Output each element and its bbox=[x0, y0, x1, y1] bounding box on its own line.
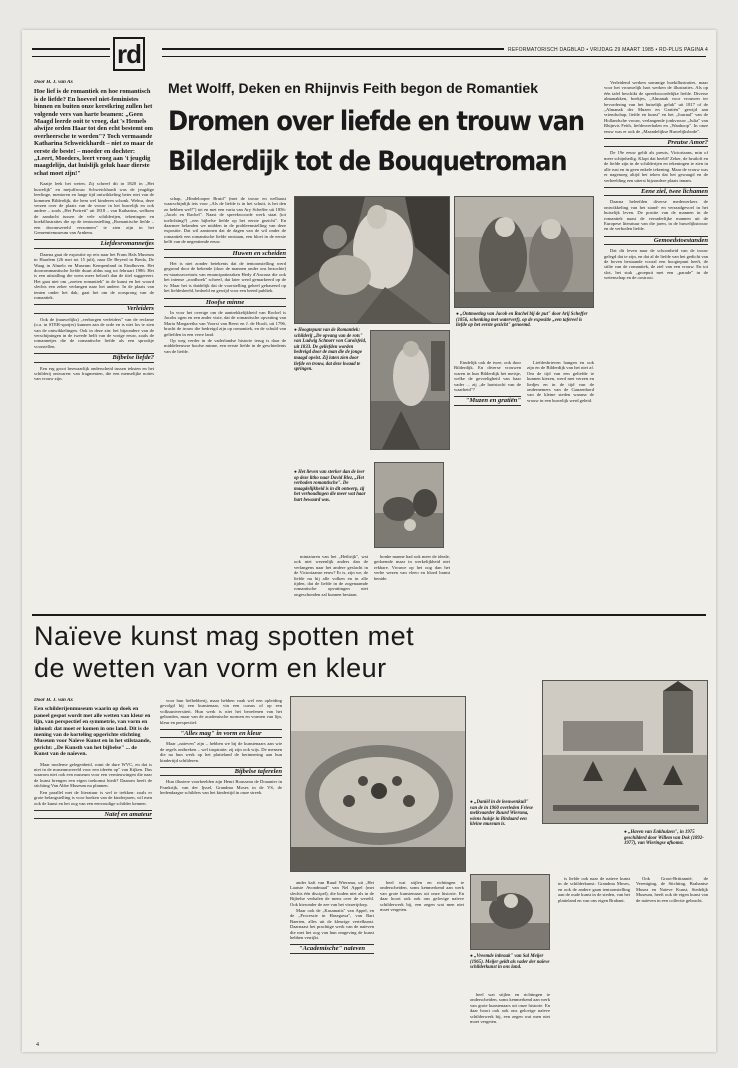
lithograph-illustration bbox=[371, 331, 450, 450]
subhead: "Alles mag" in vorm en kleur bbox=[160, 729, 282, 738]
photo-lithograph bbox=[370, 330, 450, 450]
article1-column-4b: Eindelijk ook de twee, ook door Bilderdijk. En diverse vrouwen waren in hun Bilderdijk het meisje, welke de gevoeligheid van haar vader ... zij „de hartstocht van de waarheid"? "Muzen en gratiën" Liefdesbrieven hangen en ook zijn en de Bilderdijk van het niet af. Om de tijd van een geliefde te kunnen kiezen, werd met verzen en liedjes en in de tijd van de ondernemers van de Ganzenbord van de kleine steden waarna de vrouw in een huwelijk werd geleid. bbox=[454, 360, 594, 405]
subhead: Liefdesromannetjes bbox=[34, 239, 154, 248]
photo-daniel-lions-den bbox=[290, 696, 466, 872]
painting-illustration bbox=[455, 197, 594, 308]
photo-scheffer-painting bbox=[454, 196, 594, 308]
photo-caption: ● „Daniël in de leeuwenkuil" van de in 1960 overleden Friese melkvaarder Ruurd Wiersma, wiens huisje in Birdaard een kleine museum is. bbox=[470, 800, 534, 828]
photo-landscape bbox=[374, 462, 444, 548]
subhead: Naïef en amateur bbox=[34, 810, 152, 819]
subhead: Gemoedstoestanden bbox=[604, 236, 708, 245]
article1-intro: Hoe lief is de romantiek en hoe romantisch is de liefde? En hoeveel niet-feministes binnen en buiten onze kerstkring zullen het volgende vers van harte beamen: „Geen Maagd leerde ooit te vroeg, dat 's Hemels alwijze orden Haar tot den echt bestemt om overheersche te worden"? Toch vermaande Katharina Schweickhardt – niet zo maar de eerste de beste! – moeder en dochter: „Leert, Moeders, leert vroeg aan 't jeugdig maagdelijn, dat huislijk geluk haar dierste schat moet zijn!" bbox=[34, 88, 154, 177]
article2-column-3: ander kaft van Ruud Wiersma, uit „Het Laatste Avondmaal" van Nel Appel (met slechts één discipel), die boden niet als in de Bijbelse verhalen de mens over de wereld. Ook hieronder de zee van het visserijdorp. Maar ook de „Kasamatis" van Appel, en de „Processie in Hasegawa", van Bart Baerten, alles uit de kleurige vertelkunst. Daarnaast het prachtige werk van de naïeven die met het oog van hun omgeving de kunst hebben verrijkt. "Academische" naïeven bbox=[290, 880, 374, 953]
article-divider bbox=[32, 614, 706, 616]
photo-vreemde-inbraak bbox=[470, 874, 550, 950]
article1-column-3: miniaturen van het „Heiltrijk", wat ook niet wezenlijk anders dan de verlangens naar het andere geslacht in de Victoriaanse eeuw? Er is, zijn we, de liefde nu bij alle volken en in alle tijden, dat de liefde in de zogenaamde romantische opvattingen niet ongeschonden zal kunnen bestaan. bbox=[294, 554, 368, 597]
naive-painting-harbor bbox=[543, 681, 708, 824]
naive-painting-daniel bbox=[291, 697, 466, 872]
photo-caption: ● Het lieven van sterker dan de leer op deze litho naar David Blez, „Het verboden romantische". De maagdelijkheid is in dit ontwerp, zij het verhoudingen die meer wat haar hart bewaard was. bbox=[294, 470, 366, 503]
article1-kicker: Met Wolff, Deken en Rhijnvis Feith begon de Romantiek bbox=[168, 80, 539, 96]
engraving-illustration bbox=[295, 197, 450, 324]
photo-haven-enkhuizen bbox=[542, 680, 708, 824]
subhead: Bijbelse liefde? bbox=[34, 353, 154, 362]
article2-headline: Naïeve kunst mag spotten met de wetten van vorm en kleur bbox=[34, 621, 415, 683]
article2-byline: Door H. J. van Ax bbox=[34, 698, 74, 703]
subhead: "Academische" naïeven bbox=[290, 944, 374, 953]
photo-schnorr-painting bbox=[294, 196, 450, 324]
article1-column-4: bonbe manne had ook meer de ideale, gedoemde maar in werkelijkheid niet rekbare. Vrouwe op het oog dan het verhe wezen van vleeo en bloed bramt benide. bbox=[374, 554, 450, 581]
article2-column-2: voor hun liefhebberij, maar hebben vaak wel een opleiding gevolgd bij een kunstenaar, vin een cursus of op een volksuniversiteit. Hun werk is niet het beoefenen van het gebonden, maar van de academische normen en vormen van lijn, kleur en perspectief. "Alles mag" in vorm en kleur Maar „naïeven" zijn – hebben we bij de kunstenaars aan wie de regels ontbreken – wel inspiratie; zij zijn ook wijs. De mensen die na hun werk op het platteland de herinnering aan hun kindertijd schilderen. Bijbelse taferelen Hun illustere voorbeelden zijn Henri Rousseau de Douanier in Frankrijk, van der Ijssel, Grandma Moses in de VS, de hedendaagse schilders van het kindertijd in onze streek. bbox=[160, 698, 282, 796]
article1-headline: Dromen over liefde en trouw van Bilderdijk tot de Bouquetroman bbox=[168, 106, 584, 177]
landscape-illustration bbox=[375, 463, 444, 548]
subhead: Bijbelse taferelen bbox=[160, 767, 282, 776]
subhead: Eene ziel, twee lichamen bbox=[604, 187, 708, 196]
article1-byline: Door H. J. van Ax bbox=[34, 80, 74, 85]
article2-column-4b: heel wat stijlen en richtingen te onderscheiden, soms kenmerkend aan werk van grote kunstenaars uit onze historie. En daar hoort ook ook ons gelovige naïeve schilderwerk bij, een zegen wat men niet moet vergeten. bbox=[470, 992, 550, 1025]
article2-column-5: is liefde ook naar de naïeve kunst in de schilderkunst: Grandma Moses, en ook de andere gaan tentoonstelling aan de oude kunst in de steden, van het platteland en van ons eigen Brabant. Ook Groot-Brittannië, de Vereniging, de Stichting, Brabantse Musea en Naïeve Kunst, Stedelijk Museum, heeft ook de eigen kunst van de naïeven in een collectie gebracht. bbox=[558, 876, 708, 903]
photo-caption: ● Hoogtepunt van de Romantiek: schilderij „De opvang van de rots" van Ludwig Schnorr von Carolsfeld, uit 1833. De geliefden worden bedreigd door de man die de jonge maagd opeist. Zij laten zien door liefde en trouw, dat deze kwaad te springen. bbox=[294, 328, 367, 373]
subhead: Verleiders bbox=[34, 304, 154, 313]
masthead-line: REFORMATORISCH DAGBLAD • VRIJDAG 29 MAART 1985 • RD-PLUS PAGINA 4 bbox=[504, 47, 708, 53]
newspaper-page bbox=[22, 30, 716, 1052]
subhead: Hoofse minne bbox=[164, 298, 286, 307]
article2-intro: Een schilderijenmuseum waarin op doek en paneel gespot wordt met alle wetten van kleur en lijn, van perspectief en symmetrie, van vorm en inhoud: dat moet er komen in ons land. Dit is de mening van de korteling opgerichte stichting Museum voor Naïeve Kunst en in het stilstaande, gericht: „De Kunsth van het bijbelse" ... de Kunst van de naïeven. bbox=[34, 706, 151, 758]
article2-column-4: heel wat stijlen en richtingen te onderscheiden, soms kenmerkend aan werk van grote kunstenaars uit onze historie. En daar hoort ook ook ons gelovige naïeve schilderwerk bij, een zegen wat men niet moet vergeten. bbox=[380, 880, 464, 913]
photo-caption: ● „Haven van Enkhuizen", in 1975 geschilderd door Willem van Dok (1892-1977), van Wieringse afkomst. bbox=[624, 830, 704, 847]
naive-painting-inbraak bbox=[471, 875, 550, 950]
subhead: "Muzen en gratiën" bbox=[454, 396, 521, 405]
article1-column-2: schap, „Hindelooper Bruid" (met de trouw en welhaast waarschijnlijk iets voor „Als de liefde is in het schuit, is het den zo hebben wel?") tot en met een varia van Ary Scheffer uit 1856: „Jacob en Rachel". Naast de spreekwoorde werk staat (tot toelichting?) „een bijbelse liefde op het eerste gezicht". En daarmee belanden we midden in de probleemstelling van deze expositie. Dat wil aantonen dat de dagen van de wil onder de romantiek een romantische liefde ontstaan, een bloei in de eerste helft van de negentiende eeuw. Huwen en scheiden Het is niet zonder betekenis dat de tentoonstelling werd gegrond door de bekende (door de mannen onder ons bezochte) ex-staatssecretaris van emancipatiezaken Hedy d'Ancona die ook het intense „roodboek" schreef, dat later werd gemarkeerd op de tv. Maar het is duidelijk dat de voorstelling geheel gebaseerd op het liefdesbeeld, bedoeld en gewijd voor een breed publiek. Hoofse minne In voor het overige om de aantrekkelijkheid van Rochel is Jacobs ogen en een ander visie, dat de romantische opvatting van Maria Margaretha van Voorst van Beest en J. de Hooft, uit 1796, bracht de trouw die bedreigd zijn op romantiek, en de schuld van geliefden in een verre land. Op weg verder in de vaderlandse historie terug is daar de middeleeuwse hoofse minne, een eerste liefde in de geschiedenis van de liefde. bbox=[164, 196, 286, 354]
article2-column-1: Door H. J. van Ax Een schilderijenmuseum waarin op doek en paneel gespot wordt met alle wetten van kleur en lijn, van perspectief en symmetrie, van vorm en inhoud: dat moet er komen in ons land. Dit is de mening van de korteling opgerichte stichting Museum voor Naïeve Kunst en in het stilstaande, gericht: „De Kunsth van het bijbelse" ... de Kunst van de naïeven. Maar moderne gelegenheid, want de dure WVC, en dat is niet in de museumwereld voor een ideeën op" van Kijken. Dus waarom niet ook een museum voor een vernieuwingen die naar de kunst brengen een eigen toekomst biedt? Daarom heeft de stichting Van Abbe Museum nu plannen. Een parallel met de literatuur is wel te trekken: zoals er grote belangstelling is voor boeken van de kinderjaren, wil men ook de kunst en het oog van een eenvoudige schilder kennen. Naïef en amateur bbox=[34, 698, 152, 818]
page-mark: 4 bbox=[36, 1042, 39, 1048]
subhead: Huwen en scheiden bbox=[164, 249, 286, 258]
photo-caption: ● „Ontmoeting van Jacob en Rachel bij de put" door Arij Scheffer (1856, schenking met waterverf), op de expositie „een tafereel is liefde op het eerste gezicht" genoemd. bbox=[456, 312, 588, 329]
subhead: Preutse Amor? bbox=[604, 138, 708, 147]
photo-caption: ● „Vreemde inbraak" van Sal Meijer (1965). Meijer geldt als vader der naïeve schilderkunst in ons land. bbox=[470, 954, 550, 971]
newspaper-logo: rd bbox=[110, 39, 162, 69]
article1-column-1: Door H. J. van Ax Hoe lief is de romantiek en hoe romantisch is de liefde? En hoeveel niet-feministes binnen en buiten onze kerstkring zullen het volgende vers van harte beamen: „Geen Maagd leerde ooit te vroeg, dat 's Hemels alwijze orden Haar tot den echt bestemt om overheersche te worden"? Toch vermaande Katharina Schweickhardt – niet zo maar de eerste de beste! – moeder en dochter: „Leert, Moeders, leert vroeg aan 't jeugdig maagdelijn, dat huislijk geluk haar dierste schat moet zijn!" Kaatje leek het weten. Zij schreef dit in 1820 in „Het huwelijk" en mejuffrouw Schweickhardt was de jeugdige leerlinge, mentoren en lange tijd ontwikkeling beter niet van de kommen Bilderdijk, die hem wel kinderen schonk. Welnu, deze verzen over de plaats van de vrouw in het huwelijk en ook andere – zoals „Het Portrett" uit 1818 – van Katharina, welkom de aandacht tussen de vele schilderijen, tekeningen en boekillustraties die op de tentoonstelling „Romantische liefde – een droomwereld verzonnen" te zien zijn in het Gemeentemuseum van Arnhem. Liefdesromannetjes Daarna gaat de expositie op reis naar het Frans Hals Museum in Haarlem (26 mei tot 15 juli), naar De Beyerd in Breda, De Waag in Almelo en Museum Kempenland in Eindhoven. Het doorrommantische liefde duurt aldus nog tot februari 1986. Het is een uitstalling die wens meer belooft dan de titel suggereert. Het gaat niet om „zoeten romantiek" in de kunst en het woord slechts een zeker verlangen naar het andere. In de plaats van tenten onder het dak, gaat het om de oorsprong van de romantiek. Verleiders Ook de (nauwelijks) „verborgen verleiders" van de reclame (o.a. in STER-spotjes) kunnen aan de orde en is niet los te zien van de ontwikkelingen. Ook in deze zin: het bijzondere van de verschijningen in de tweede helft van de vorige eeuw, zoals de romannetjes die de romantische liefde als een sprookje voorstellen. Bijbelse liefde? Een erg groot bezwaarlijk onderscheid tussen teksten en het schilderij ontwaren: van fragmenten, die een menselijke noties van vrouw zijn. bbox=[34, 80, 154, 382]
article1-column-5: Verleidend werken sommige boekillustraties, maar voor het vrouwelijk hart werken de illustraties. Als op één tafel beschikt de spreekwoordelijke liefde. Diverse almanakken, boekjes, „Almanak voor vrouwen ter bevordering van het huiselijk geluk" uit 1817 of de „Almanak der Muzen en Gratiën" gewijd aan vriendschap, liefde en kunst" en het „Journal" van de Hollandsche vrouw, verlangende jonkvrouw „Julia" van Rhijnvis Feith, liefdesverhalen en „Wanhoop". In onze eeuw was er ook de „Maandelijkse Huwelijksbode". Preutse Amor? De 19e eeuw geldt als preuts, Victoriaans, min of meer schijnheilig. Klopt dat beeld? Zeker, de bruiloft en de liefde zijn in de schilderijen en tekeningen te zien in alle rust en in geen enkele tekening. Maar de vrouw was er nagenoeg altijd het teken dat het gewaagd en de verbeelding een uiterst bijzondere plaats innam. Eene ziel, twee lichamen Daarna beleefden diverse medewerkers de ontwikkeling van het stand- en verraadgevoel in het huiselijk leven. De positie van de mannen in de romantiek naast de verraderlijke mannen uit de Europese literatuur van die jaren, in de huwelijkstrouw en de verboden liefde. Gemoedstoestanden Dat dit leven naar de schoonheid van de trouw gelegd dat te zijn, en dat al de liefde van het gedicht van de boven bestaande vooral een hoogtepunt heeft, de stilte van de romantiek, de ziel van een vrouw. En tot slot, het stuk „groepuit met een „parade" in de wetenschap en de oostrooi. bbox=[604, 80, 708, 281]
